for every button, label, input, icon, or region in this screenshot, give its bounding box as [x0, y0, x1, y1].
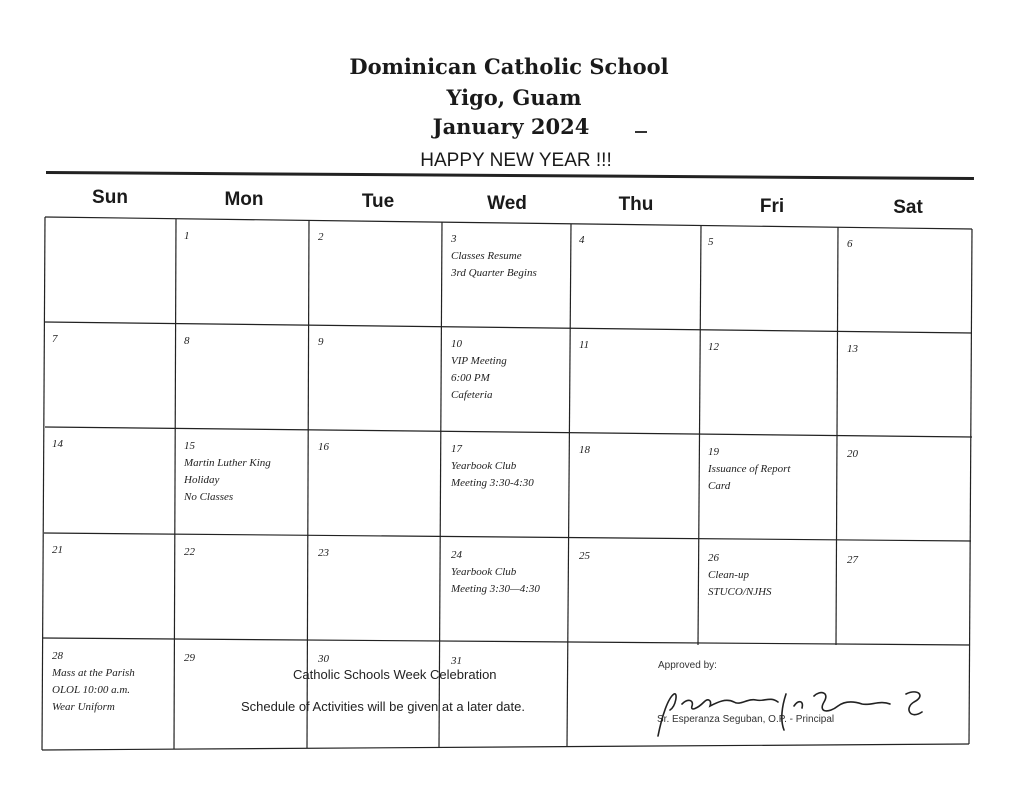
- day-number: 26: [708, 552, 719, 564]
- weekday-header-sat: Sat: [893, 197, 923, 218]
- day-number: 20: [847, 447, 858, 460]
- day-number: 25: [579, 550, 590, 563]
- day-cell: [708, 550, 772, 601]
- weekday-header-thu: Thu: [618, 194, 654, 215]
- day-cell: [708, 444, 790, 495]
- approved-by-label: Approved by:: [658, 660, 717, 671]
- day-cell: [318, 334, 324, 351]
- event-text: Meeting 3:30—4:30: [451, 582, 540, 595]
- day-number: 10: [451, 337, 462, 350]
- weekday-header-mon: Mon: [224, 189, 264, 210]
- day-cell: [451, 336, 507, 404]
- day-number: 30: [318, 653, 329, 666]
- day-cell: [847, 446, 858, 463]
- event-text: Card: [708, 480, 731, 492]
- day-cell: [451, 231, 537, 282]
- day-number: 18: [579, 444, 590, 457]
- day-number: 1: [184, 229, 190, 242]
- day-cell: [184, 438, 271, 506]
- greeting: HAPPY NEW YEAR !!!: [420, 150, 612, 171]
- day-cell: [184, 228, 190, 245]
- event-text: Holiday: [184, 473, 220, 486]
- day-number: 31: [451, 654, 462, 667]
- event-text: No Classes: [184, 490, 234, 503]
- day-cell: [318, 439, 329, 456]
- day-cell: [579, 232, 585, 249]
- event-text: Classes Resume: [451, 249, 522, 262]
- day-number: 17: [451, 442, 462, 455]
- day-number: 11: [579, 339, 590, 352]
- day-number: 23: [318, 547, 329, 560]
- day-number: 8: [184, 334, 190, 347]
- day-number: 29: [184, 651, 195, 664]
- weekday-header-tue: Tue: [361, 191, 395, 212]
- event-text: VIP Meeting: [451, 354, 507, 367]
- event-text: Wear Uniform: [52, 701, 115, 713]
- day-number: 12: [708, 341, 719, 353]
- day-cell: [318, 229, 324, 246]
- day-cell: [52, 331, 58, 348]
- day-cell: [184, 333, 190, 350]
- day-cell: [52, 436, 63, 453]
- day-cell: [708, 339, 719, 356]
- grid-line: [44, 533, 971, 541]
- day-number: 21: [52, 544, 63, 556]
- grid-line: [42, 217, 45, 750]
- day-cell: [318, 651, 329, 668]
- day-number: 2: [318, 231, 324, 244]
- handwritten-signature: [648, 676, 948, 746]
- grid-line: [969, 229, 972, 744]
- grid-line: [45, 427, 972, 437]
- day-cell: [451, 441, 534, 492]
- day-number: 14: [52, 438, 63, 450]
- day-number: 19: [708, 446, 719, 458]
- day-number: 16: [318, 441, 329, 454]
- day-number: 22: [184, 545, 195, 558]
- weekday-header-wed: Wed: [487, 193, 527, 214]
- event-text: Yearbook Club: [451, 459, 517, 472]
- day-number: 6: [847, 237, 853, 250]
- grid-line: [567, 224, 571, 746]
- day-cell: [579, 337, 589, 354]
- grid-line: [43, 638, 970, 645]
- day-cell: [579, 442, 590, 459]
- day-cell: [708, 234, 714, 251]
- day-cell: [847, 552, 858, 569]
- event-text: Clean-up: [708, 569, 749, 581]
- event-text: 6:00 PM: [451, 371, 490, 384]
- day-cell: [847, 341, 858, 358]
- schedule-note: Schedule of Activities will be given at a later date.: [241, 699, 525, 714]
- day-number: 15: [184, 439, 195, 452]
- event-text: Issuance of Report: [708, 463, 791, 475]
- day-cell: [318, 545, 329, 562]
- grid-line: [698, 226, 701, 645]
- day-number: 24: [451, 548, 462, 561]
- day-number: 7: [52, 333, 58, 345]
- day-number: 9: [318, 336, 324, 349]
- event-text: Meeting 3:30-4:30: [451, 476, 534, 489]
- event-text: STUCO/NJHS: [708, 586, 772, 598]
- grid-line: [45, 322, 972, 333]
- signatory-name: Sr. Esperanza Seguban, O.P. - Principal: [657, 714, 835, 725]
- day-cell: [184, 544, 195, 561]
- event-text: Cafeteria: [451, 388, 493, 401]
- event-text: 3rd Quarter Begins: [451, 266, 537, 279]
- event-text: Mass at the Parish: [52, 667, 135, 679]
- day-cell: [451, 547, 540, 598]
- celebration-note: Catholic Schools Week Celebration: [293, 667, 497, 682]
- day-cell: [184, 650, 195, 667]
- weekday-header-sun: Sun: [92, 187, 128, 208]
- day-number: 5: [708, 236, 714, 248]
- event-text: OLOL 10:00 a.m.: [52, 684, 131, 696]
- day-number: 13: [847, 342, 858, 355]
- grid-line: [174, 219, 176, 749]
- day-cell: [52, 648, 135, 716]
- day-number: 4: [579, 234, 585, 247]
- day-cell: [52, 542, 63, 559]
- event-text: Yearbook Club: [451, 565, 517, 578]
- calendar-month: January 2024: [432, 114, 590, 139]
- day-cell: [847, 236, 853, 253]
- day-number: 27: [847, 553, 858, 566]
- day-number: 3: [451, 232, 457, 245]
- event-text: Martin Luther King: [184, 456, 271, 469]
- school-name: Dominican Catholic School: [349, 54, 669, 79]
- weekday-header-fri: Fri: [759, 196, 785, 217]
- school-location: Yigo, Guam: [446, 85, 582, 110]
- day-number: 28: [52, 650, 63, 662]
- day-cell: [579, 548, 590, 565]
